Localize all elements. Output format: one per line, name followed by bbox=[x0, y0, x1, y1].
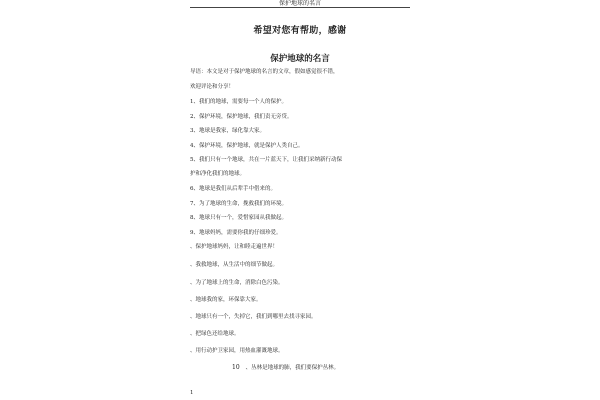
document-title: 保护地球的名言 bbox=[270, 54, 330, 64]
quote-line: 8、地球只有一个，爱惜家园从我做起。 bbox=[190, 215, 288, 221]
final-quote-number: 10 bbox=[232, 364, 240, 371]
quote-line: 3、地球是我家，绿化靠大家。 bbox=[190, 128, 266, 134]
quote-line: 9、地球妈妈，需要你我的仔细珍爱。 bbox=[190, 230, 282, 236]
running-header: 保护地球的名言 bbox=[278, 0, 321, 7]
quote-line: 7、为了地球的生命，挽救我们的环境。 bbox=[190, 201, 288, 207]
quote-line: 、地球只有一个，失掉它，我们到哪里去找寻家园。 bbox=[190, 314, 317, 320]
quote-line: 5、我们只有一个地球，共在一片蓝天下，让我们采纳新行动保 bbox=[190, 157, 343, 163]
final-quote-line bbox=[232, 364, 339, 372]
intro-line-1: 导语：本文是对于保护地球的名言的文章，假如感觉很不错， bbox=[190, 69, 339, 75]
quote-line-continued: 护和净化我们的地球。 bbox=[190, 171, 246, 177]
quote-line: 、我救地球，从生活中的细节做起。 bbox=[190, 262, 279, 268]
intro-line-2: 欢迎评论和分享！ bbox=[190, 84, 235, 90]
quote-line: 、地球我的家，环保靠大家。 bbox=[190, 297, 262, 303]
page-number: 1 bbox=[190, 390, 194, 396]
thanks-heading: 希望对您有帮助，感谢 bbox=[253, 26, 347, 36]
header-rule bbox=[190, 7, 410, 8]
quote-line: 、为了地球上的生命，消除白色污染。 bbox=[190, 280, 284, 286]
quote-line: 6、地球是我们从后辈手中借来的。 bbox=[190, 186, 277, 192]
quote-line: 1、我们的地球，需要每一个人的保护。 bbox=[190, 99, 288, 105]
quote-line: 、把绿色还给地球。 bbox=[190, 331, 240, 337]
quote-line: 4、保护环境，保护地球，就是保护人类自己。 bbox=[190, 143, 304, 149]
quote-line: 、用行动护卫家园，用热血灌溉地球。 bbox=[190, 348, 284, 354]
final-quote-text: 、丛林是地球的肺，我们要保护丛林。 bbox=[245, 365, 340, 371]
quote-line: 2、保护环境，保护地球，我们责无旁贷。 bbox=[190, 114, 293, 120]
quote-line: 、保护地球妈妈，让和睦走遍世界！ bbox=[190, 244, 279, 250]
